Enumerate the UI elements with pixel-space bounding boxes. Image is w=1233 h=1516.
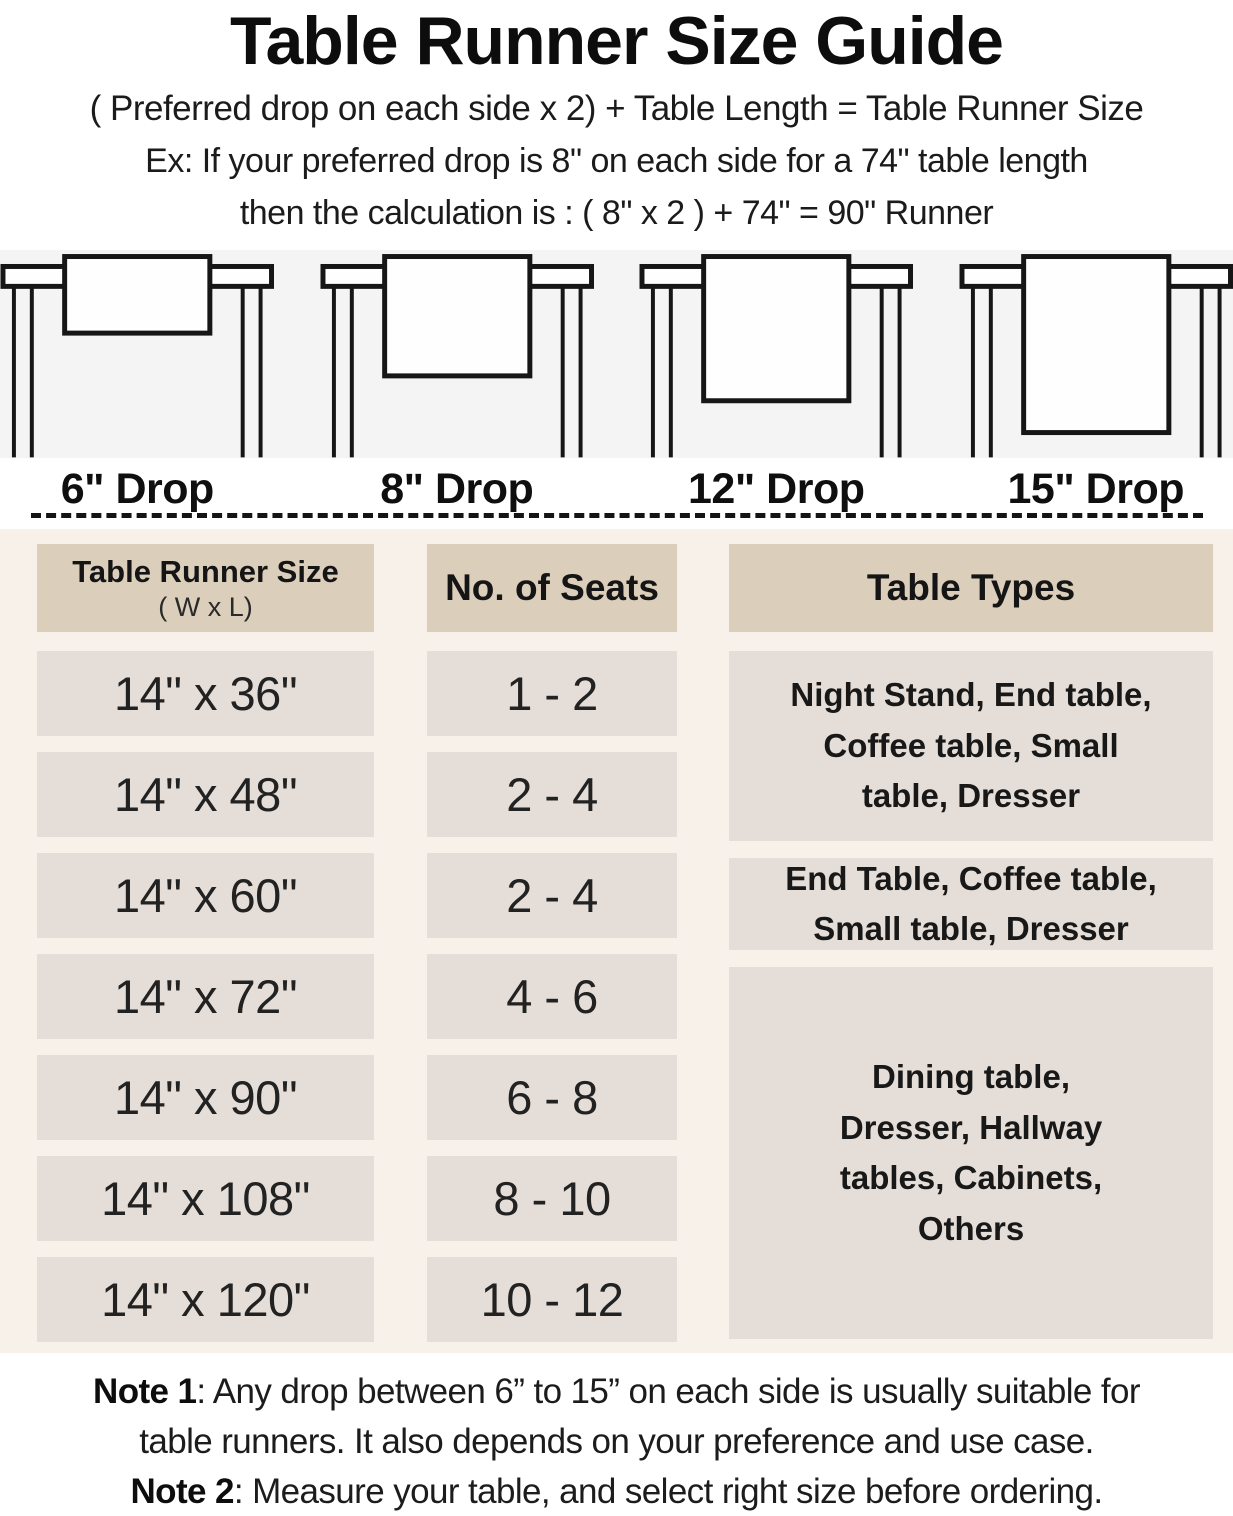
example-line-2: then the calculation is : ( 8" x 2 ) + 74" = 90" Runner xyxy=(0,194,1233,233)
drop-label-15: 15" Drop xyxy=(959,458,1233,510)
table-types-group-3: Dining table, Dresser, Hallway tables, Cabinets, Others xyxy=(729,967,1213,1339)
seats-cell: 8 - 10 xyxy=(427,1156,677,1241)
seats-cell: 1 - 2 xyxy=(427,651,677,736)
seats-header: No. of Seats xyxy=(427,544,677,632)
seats-cell: 2 - 4 xyxy=(427,752,677,837)
table-diagram-8in-drop xyxy=(320,250,595,458)
seats-cell: 2 - 4 xyxy=(427,853,677,938)
note-2-line-1: Note 2: Measure your table, and select right size before ordering. xyxy=(0,1467,1233,1516)
formula-text: ( Preferred drop on each side x 2) + Table Length = Table Runner Size xyxy=(0,89,1233,129)
note-1-line-1: Note 1: Any drop between 6” to 15” on each side is usually suitable for xyxy=(0,1367,1233,1417)
seats-cell: 6 - 8 xyxy=(427,1055,677,1140)
table-types-group-2: End Table, Coffee table, Small table, Dresser xyxy=(729,858,1213,950)
runner-size-cell: 14" x 48" xyxy=(37,752,374,837)
drop-label-8: 8" Drop xyxy=(320,458,595,510)
runner-size-cell: 14" x 72" xyxy=(37,954,374,1039)
example-line-1: Ex: If your preferred drop is 8" on each side for a 74" table length xyxy=(0,142,1233,181)
notes-block xyxy=(0,1367,1233,1516)
runner-size-cell: 14" x 108" xyxy=(37,1156,374,1241)
column-runner-size xyxy=(37,544,374,1358)
runner-size-cell: 14" x 60" xyxy=(37,853,374,938)
runner-size-header: Table Runner Size ( W x L) xyxy=(37,544,374,632)
table-diagram-6in-drop xyxy=(0,250,275,458)
column-seats xyxy=(427,544,677,1358)
note-2-label: Note 2 xyxy=(130,1472,233,1511)
table-diagram-12in-drop xyxy=(639,250,914,458)
note-1-label: Note 1 xyxy=(93,1372,196,1411)
seats-cell: 4 - 6 xyxy=(427,954,677,1039)
note-1-line-2: table runners. It also depends on your preference and use case. xyxy=(0,1417,1233,1467)
page-title: Table Runner Size Guide xyxy=(0,0,1233,79)
column-table-types xyxy=(729,544,1213,1356)
table-types-header: Table Types xyxy=(729,544,1213,632)
size-guide-table xyxy=(0,529,1233,1353)
runner xyxy=(1023,257,1168,433)
runner-size-cell: 14" x 36" xyxy=(37,651,374,736)
runner xyxy=(384,257,529,376)
runner xyxy=(65,257,210,334)
runner xyxy=(704,257,849,401)
runner-size-cell: 14" x 90" xyxy=(37,1055,374,1140)
runner-size-cell: 14" x 120" xyxy=(37,1257,374,1342)
drop-labels-row xyxy=(0,458,1233,510)
drop-diagram-strip xyxy=(0,250,1233,458)
seats-cell: 10 - 12 xyxy=(427,1257,677,1342)
drop-label-12: 12" Drop xyxy=(639,458,914,510)
drop-label-6: 6" Drop xyxy=(0,458,275,510)
table-types-group-1: Night Stand, End table, Coffee table, Small table, Dresser xyxy=(729,651,1213,841)
table-diagram-15in-drop xyxy=(959,250,1233,458)
header-block xyxy=(0,0,1233,233)
